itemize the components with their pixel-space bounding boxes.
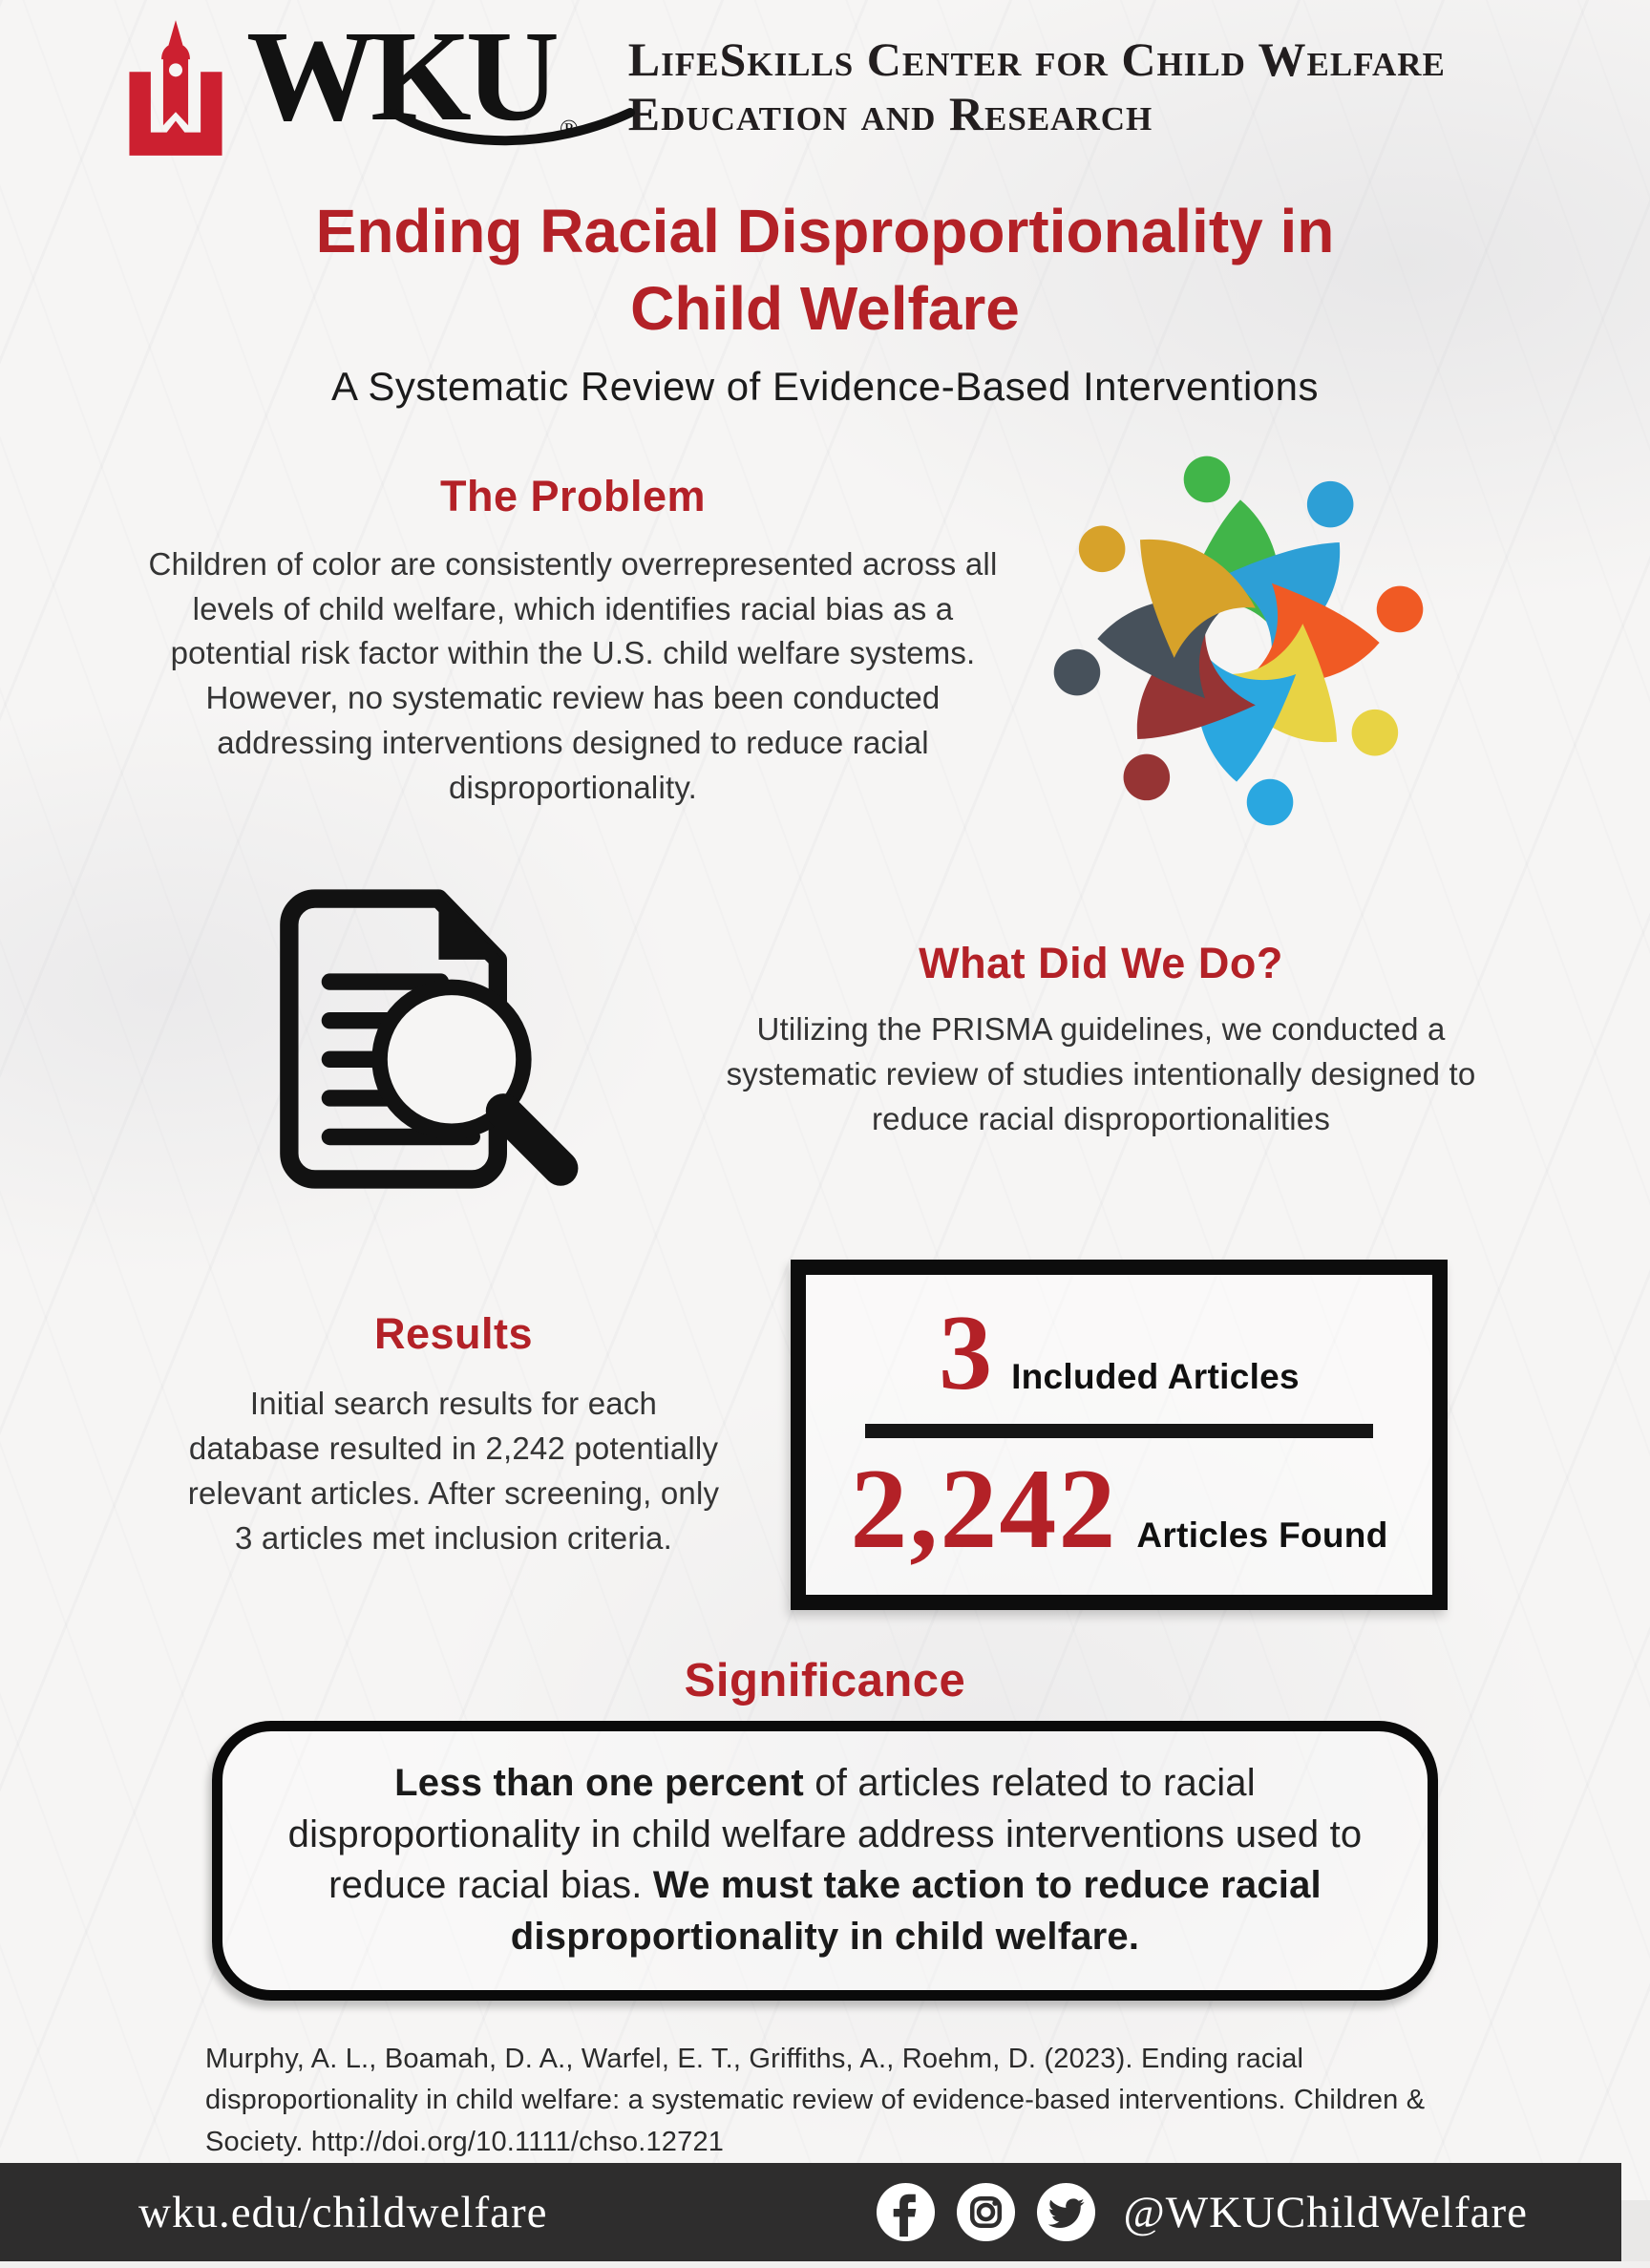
methods-section — [201, 878, 1507, 1202]
methods-body: Utilizing the PRISMA guidelines, we conducted a systematic review of studies intentionally designed to reduce racial disproportionalities — [726, 1010, 1476, 1136]
header — [122, 5, 1650, 160]
methods-text-column — [695, 939, 1507, 1142]
results-section — [181, 1260, 1507, 1610]
org-name — [628, 32, 1446, 140]
poster-title: Ending Racial Disproportionality in Child Welfare — [315, 197, 1335, 343]
instagram-icon[interactable] — [956, 2182, 1016, 2242]
org-name-line2: Education and Research — [627, 86, 1153, 140]
included-articles-label: Included Articles — [1011, 1357, 1300, 1397]
footer-bar — [0, 2163, 1621, 2261]
methods-heading: What Did We Do? — [919, 938, 1283, 987]
document-search-icon — [258, 878, 590, 1202]
significance-body — [278, 1758, 1372, 1962]
wku-swoosh-icon — [390, 107, 638, 151]
social-icons — [876, 2182, 1096, 2242]
citation: Murphy, A. L., Boamah, D. A., Warfel, E. T., Griffiths, A., Roehm, D. (2023). Ending racial disproportionality in child welfare: a systematic review of evidence-based interventions. Children & Society. http://doi.org/10.1111/chso.12721 — [205, 2043, 1426, 2157]
included-articles-row — [827, 1294, 1411, 1413]
footer — [0, 2163, 1650, 2268]
org-name-line1: LifeSkills Center for Child Welfare — [627, 32, 1446, 86]
results-stat-box — [791, 1260, 1448, 1610]
poster-subtitle: A Systematic Review of Evidence-Based Interventions — [331, 364, 1319, 410]
significance-box — [212, 1721, 1438, 2000]
results-text-column — [181, 1309, 726, 1560]
significance-bold-end: We must take action to reduce racial disproportionality in child welfare. — [510, 1864, 1322, 1959]
results-body: Initial search results for each database resulted in 2,242 potentially relevant articles. After screening, only 3 articles met inclusion criteria. — [187, 1386, 720, 1556]
footer-url[interactable]: wku.edu/childwelfare — [138, 2187, 548, 2237]
results-heading: Results — [373, 1309, 534, 1359]
stat-divider — [865, 1424, 1373, 1438]
footer-bottom-strip — [0, 2261, 1650, 2268]
registered-mark: ® — [560, 115, 579, 142]
wku-wordmark — [246, 5, 579, 148]
wku-wordmark-text: WKU — [246, 5, 554, 148]
significance-bold-lead: Less than one percent — [394, 1762, 804, 1805]
included-articles-value: 3 — [939, 1294, 993, 1413]
articles-found-row — [827, 1445, 1411, 1573]
wku-cupola-logo-icon — [122, 15, 229, 160]
problem-text-column — [143, 472, 1003, 811]
problem-body: Children of color are consistently overrepresented across all levels of child welfare, which identifies racial bias as a potential risk factor within the U.S. child welfare systems. However, no systematic review has been conducted addressing interventions designed to reduce racial disproportionality. — [148, 545, 998, 805]
significance-heading: Significance — [684, 1655, 966, 1707]
twitter-icon[interactable] — [1036, 2182, 1096, 2242]
problem-section — [143, 446, 1545, 836]
facebook-icon[interactable] — [876, 2182, 936, 2242]
significance-middle: of articles related to racial disproportionality in child welfare address interventions used to reduce racial bias. — [287, 1762, 1363, 1907]
articles-found-label: Articles Found — [1136, 1516, 1388, 1556]
articles-found-value: 2,242 — [850, 1445, 1118, 1573]
problem-heading: The Problem — [439, 471, 707, 520]
people-circle-graphic — [1033, 446, 1444, 836]
footer-social-handle[interactable]: @WKUChildWelfare — [1123, 2187, 1528, 2237]
